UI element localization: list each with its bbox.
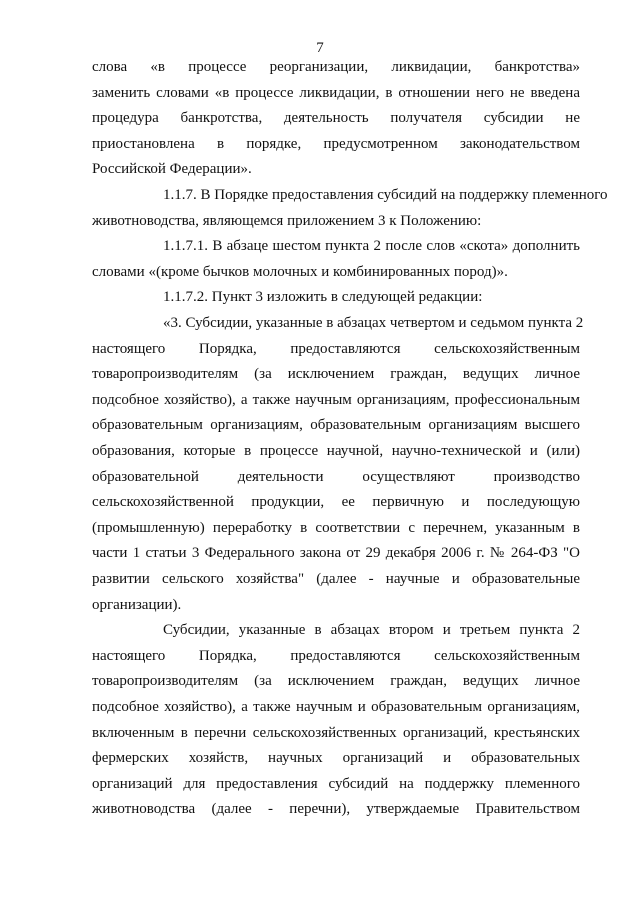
text-line: образовательным организациям, образовательным организациям высшего xyxy=(92,417,580,433)
text-line: Российской Федерации». xyxy=(92,161,252,177)
text-line: заменить словами «в процессе ликвидации, в отношении него не введена xyxy=(92,85,580,101)
text-line: товаропроизводителям (за исключением граждан, ведущих личное xyxy=(92,366,580,382)
text-line: организации). xyxy=(92,597,182,613)
text-line: образовательной деятельности осуществляют производство xyxy=(92,469,580,485)
text-line: (промышленную) переработку в соответствии с перечнем, указанным в xyxy=(92,520,580,536)
text-line: Субсидии, указанные в абзацах втором и третьем пункта 2 xyxy=(163,622,580,638)
text-line: товаропроизводителям (за исключением граждан, ведущих личное xyxy=(92,673,580,689)
text-line: приостановлена в порядке, предусмотренном законодательством xyxy=(92,136,580,152)
text-line: 1.1.7. В Порядке предоставления субсидий на поддержку племенного xyxy=(163,187,608,203)
text-line: подсобное хозяйство), а также научным и образовательным организациям, xyxy=(92,699,580,715)
text-line: процедура банкротства, деятельность получателя субсидии не xyxy=(92,110,580,126)
text-line: «3. Субсидии, указанные в абзацах четвертом и седьмом пункта 2 xyxy=(163,315,584,331)
text-line: организаций для предоставления субсидий на поддержку племенного xyxy=(92,776,580,792)
text-line: сельскохозяйственной продукции, ее первичную и последующую xyxy=(92,494,580,510)
text-line: образования, которые в процессе научной, научно-технической и (или) xyxy=(92,443,580,459)
text-line: подсобное хозяйство), а также научным организациям, профессиональным xyxy=(92,392,580,408)
text-line: настоящего Порядка, предоставляются сельскохозяйственным xyxy=(92,648,580,664)
text-line: животноводства (далее - перечни), утверждаемые Правительством xyxy=(92,801,580,817)
text-line: настоящего Порядка, предоставляются сельскохозяйственным xyxy=(92,341,580,357)
text-line: включенным в перечни сельскохозяйственных организаций, крестьянских xyxy=(92,725,580,741)
page-number: 7 xyxy=(316,40,324,56)
text-line: 1.1.7.1. В абзаце шестом пункта 2 после слов «скота» дополнить xyxy=(163,238,580,254)
text-line: 1.1.7.2. Пункт 3 изложить в следующей редакции: xyxy=(163,289,483,305)
text-line: фермерских хозяйств, научных организаций и образовательных xyxy=(92,750,580,766)
text-line: животноводства, являющемся приложением 3 к Положению: xyxy=(92,213,482,229)
text-line: слова «в процессе реорганизации, ликвидации, банкротства» xyxy=(92,59,580,75)
text-line: словами «(кроме бычков молочных и комбинированных пород)». xyxy=(92,264,508,280)
text-line: развитии сельского хозяйства" (далее - научные и образовательные xyxy=(92,571,580,587)
text-line: части 1 статьи 3 Федерального закона от 29 декабря 2006 г. № 264-ФЗ "О xyxy=(92,545,580,561)
